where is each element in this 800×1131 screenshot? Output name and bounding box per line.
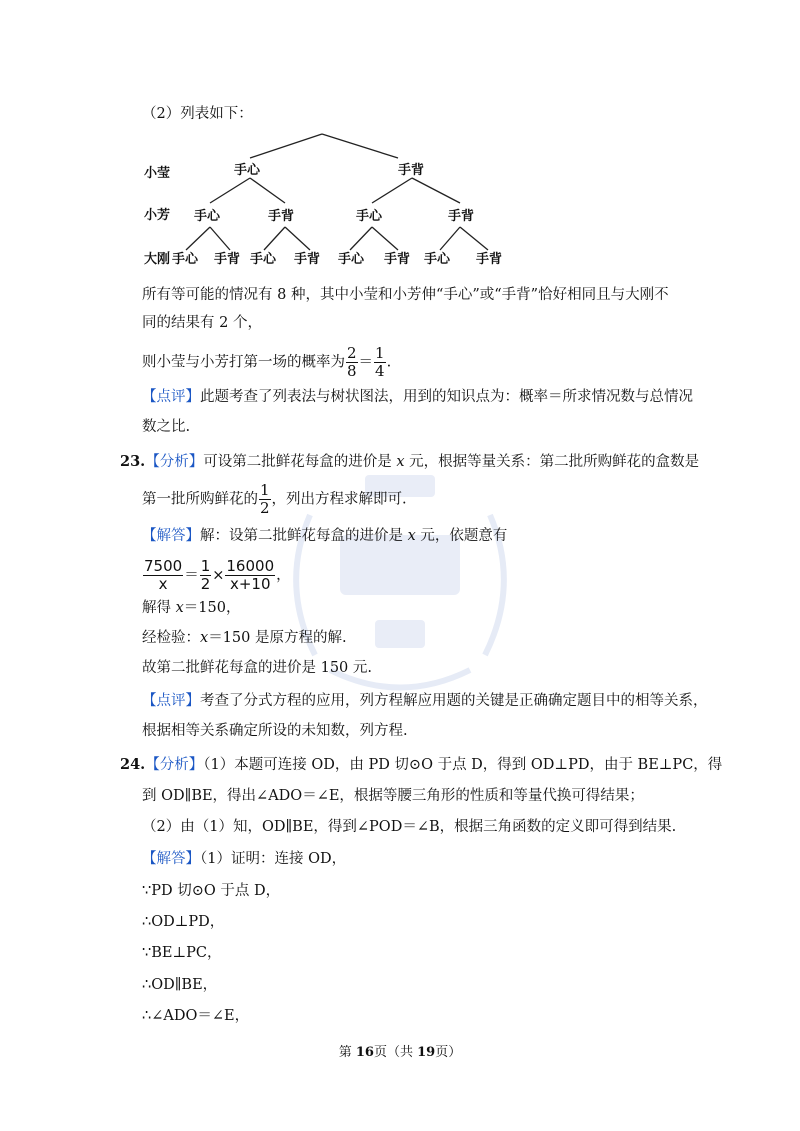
row-label-xiaofang: 小芳 (144, 208, 171, 223)
denominator: 2 (260, 499, 270, 517)
answer-text: （1）证明：连接 OD， (200, 851, 347, 867)
period: . (386, 354, 392, 371)
variable: x (175, 600, 184, 616)
q22-line2: 同的结果有 2 个， (142, 315, 262, 331)
q24-analysis-line2: 到 OD∥BE，得出∠ADO＝∠E，根据等腰三角形的性质和等量代换可得结果； (142, 788, 644, 804)
comment-text: 此题考查了列表法与树状图法，用到的知识点为：概率＝所求情况数与总情况 (200, 389, 693, 405)
comma: ， (276, 567, 291, 584)
tree-node-l3: 手背 (384, 252, 411, 267)
denominator: 4 (375, 362, 385, 380)
tree-node-l2: 手背 (268, 209, 295, 224)
page-number: 16 (355, 1045, 374, 1060)
footer-text: 页） (435, 1045, 462, 1060)
tree-node-l3: 手背 (476, 252, 503, 267)
tree-node-l3: 手背 (214, 252, 241, 267)
check-text: ＝150 是原方程的解. (208, 630, 347, 646)
tree-node-l3: 手背 (294, 252, 321, 267)
row-label-dagang: 大刚 (144, 252, 171, 267)
tree-node-l3: 手心 (250, 252, 277, 267)
tree-node-l2: 手心 (356, 209, 383, 224)
fraction-1-2 (200, 558, 212, 593)
q22-line1: 所有等可能的情况有 8 种，其中小莹和小芳伸“手心”或“手背”恰好相同且与大刚不 (142, 287, 669, 303)
q24-step: ∴OD∥BE， (142, 977, 218, 993)
fraction-1-4 (374, 345, 386, 380)
denominator: 8 (347, 362, 357, 380)
answer-text: 元，依题意有 (415, 528, 508, 544)
denominator: 2 (200, 575, 211, 593)
tree-diagram (0, 0, 800, 280)
fraction-1-2 (259, 482, 271, 517)
q24-step: ∵PD 切⊙O 于点 D， (142, 883, 281, 899)
denominator: x (158, 575, 168, 593)
tree-branches (186, 134, 488, 250)
tree-node-l1: 手心 (234, 163, 261, 178)
q24-analysis-line3: （2）由（1）知，OD∥BE，得到∠POD＝∠B，根据三角函数的定义即可得到结果. (142, 819, 677, 835)
numerator: 16000 (226, 557, 275, 575)
q23-conclusion: 故第二批鲜花每盒的进价是 150 元. (142, 660, 373, 676)
tree-node-l3: 手心 (338, 252, 365, 267)
q24-step: ∴∠ADO＝∠E， (142, 1008, 250, 1024)
footer-text: 第 (338, 1045, 356, 1060)
comment-text: 考查了分式方程的应用，列方程解应用题的关键是正确确定题目中的相等关系， (200, 693, 708, 709)
equals-sign: ＝ (184, 567, 199, 584)
q23-answer (142, 526, 507, 546)
q24-answer (142, 849, 346, 869)
variable: x (396, 454, 405, 470)
analysis-text: ，列出方程求解即可. (271, 491, 407, 508)
question-number: 23. (120, 453, 146, 470)
fraction-16000-x10 (225, 558, 275, 593)
q23-check (142, 628, 347, 648)
solve-text: 解得 (142, 600, 176, 616)
numerator: 7500 (144, 557, 183, 575)
answer-tag: 【解答】 (142, 851, 200, 867)
comment-tag: 【点评】 (142, 693, 200, 709)
analysis-text: 可设第二批鲜花每盒的进价是 (203, 454, 397, 470)
part2-heading: （2）列表如下： (142, 106, 253, 122)
q23-comment-line2: 根据相等关系确定所设的未知数，列方程. (142, 723, 408, 739)
q23-comment (142, 691, 708, 711)
tree-node-l2: 手心 (194, 209, 221, 224)
tree-node-l1: 手背 (398, 163, 425, 178)
q22-comment-line2: 数之比. (142, 419, 191, 435)
q24-step: ∵BE⊥PC， (142, 945, 222, 961)
tree-node-l3: 手心 (172, 252, 199, 267)
fraction-2-8 (346, 345, 358, 380)
page-footer (0, 1041, 800, 1060)
q23-analysis-line2 (142, 482, 407, 517)
solve-text: ＝150， (183, 600, 241, 616)
variable: x (200, 630, 209, 646)
q22-probability (142, 345, 391, 380)
footer-text: 页（共 (373, 1045, 418, 1060)
analysis-text: （1）本题可连接 OD，由 PD 切⊙O 于点 D，得到 OD⊥PD，由于 BE⊥PC，得 (203, 757, 723, 773)
q24-step: ∴OD⊥PD， (142, 914, 225, 930)
denominator: x+10 (229, 575, 271, 593)
page-total: 19 (417, 1045, 436, 1060)
analysis-text: 第一批所购鲜花的 (142, 491, 258, 508)
equals-sign: ＝ (358, 354, 374, 371)
q23-analysis (120, 452, 699, 472)
numerator: 2 (347, 344, 357, 362)
numerator: 1 (260, 481, 270, 499)
tree-node-l2: 手背 (448, 209, 475, 224)
q24-analysis (120, 755, 722, 775)
analysis-tag: 【分析】 (145, 454, 204, 470)
fraction-7500-x (143, 558, 183, 593)
answer-tag: 【解答】 (142, 528, 200, 544)
question-number: 24. (120, 756, 146, 773)
tree-node-l3: 手心 (424, 252, 451, 267)
variable: x (407, 528, 416, 544)
comment-tag: 【点评】 (142, 389, 200, 405)
analysis-tag: 【分析】 (145, 757, 204, 773)
q23-equation (142, 558, 291, 593)
row-label-xiaoying: 小莹 (144, 166, 171, 181)
numerator: 1 (375, 344, 385, 362)
numerator: 1 (200, 557, 211, 575)
answer-text: 解：设第二批鲜花每盒的进价是 (200, 528, 408, 544)
check-text: 经检验： (142, 630, 200, 646)
q22-comment (142, 387, 693, 407)
prob-prefix: 则小莹与小芳打第一场的概率为 (142, 354, 345, 371)
q23-solve (142, 598, 240, 618)
times-sign: × (212, 567, 225, 584)
analysis-text: 元，根据等量关系：第二批所购鲜花的盒数是 (404, 454, 700, 470)
